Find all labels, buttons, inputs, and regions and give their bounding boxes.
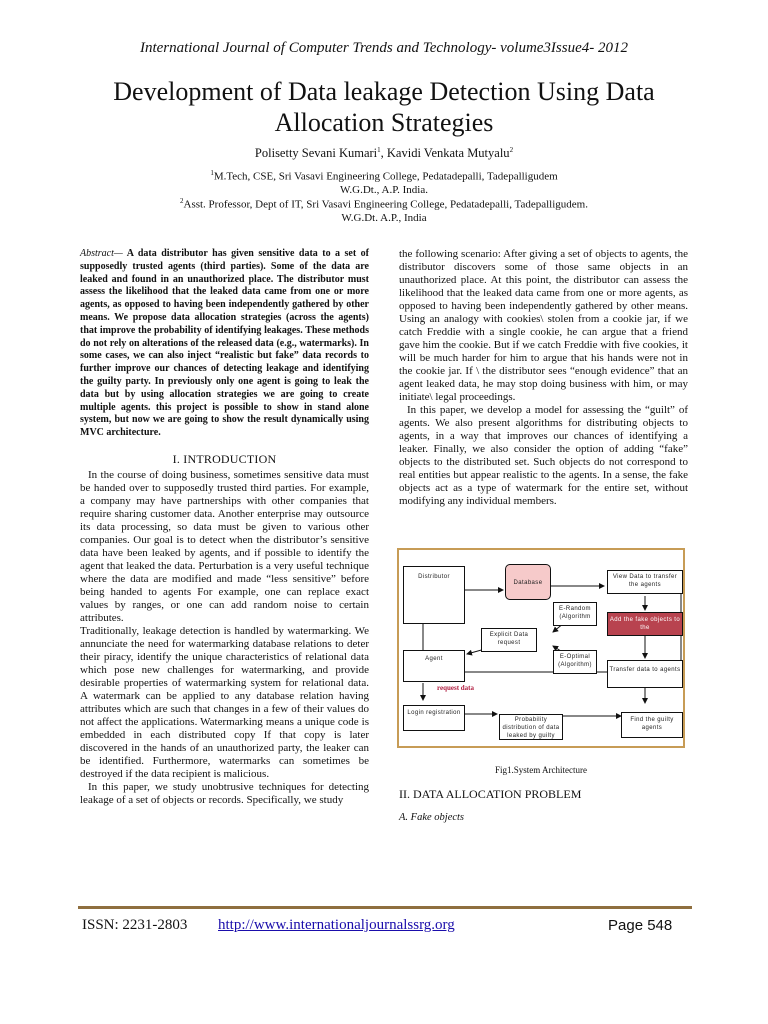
introduction-heading: I. INTRODUCTION [172, 451, 277, 466]
footer-issn: ISSN: 2231-2803 [82, 917, 188, 933]
author-1-sup: 1 [377, 146, 381, 154]
e-optimal-box: E-Optimal (Algorithm) [553, 650, 597, 674]
affiliation-2-line-2: W.G.Dt. A.P., India [341, 211, 427, 224]
author-1: Polisetty Sevani Kumari [254, 146, 378, 161]
affiliation-2-line-1: Asst. Professor, Dept of IT, Sri Vasavi Engineering College, Pedatadepalli, Tadepalligudem. [183, 198, 588, 211]
affiliation-1-line-1: M.Tech, CSE, Sri Vasavi Engineering College, Pedatadepalli, Tadepalligudem [213, 170, 558, 183]
footer-rule [78, 906, 692, 909]
right-paragraph-2: In this paper, we develop a model for assessing the “guilt” of agents. We also present algorithms for distributing objects to agents, in a way that improves our chances of identifying a leaker. Finally, we also consider the option of adding “fake” objects to the distributed set. Such objects do not correspond to real entities but appear realistic to the agents. In a sense, the fake objects act as a type of watermark for the entire set, without modifying any individual members. [399, 404, 688, 507]
section-2-heading: II. DATA ALLOCATION PROBLEM [399, 787, 582, 801]
intro-paragraph-3: In this paper, we study unobtrusive techniques for detecting leakage of a set of objects or records. Specifically, we study [80, 780, 369, 806]
figure-caption: Fig1.System Architecture [495, 765, 587, 775]
right-column [399, 248, 688, 508]
abstract [80, 248, 369, 440]
subsection-a-heading: A. Fake objects [399, 812, 465, 823]
intro-paragraph-1: In the course of doing business, sometimes sensitive data must be handed over to supposedly trusted third parties. For example, a company may have partnerships with other companies that require sharing customer data. Another enterprise may outsource its data processing, so data must be given to various other companies. Our goal is to detect when the distributor’s sensitive data have been leaked by agents, and if possible to identify the agent that leaked the data. Perturbation is a very useful technique where the data are modified and made “less sensitive” before being handed to agents For example, one can replace exact values by ranges, or one can add random noise to certain attributes. [80, 468, 369, 624]
e-random-box: E-Random (Algorithm [553, 602, 597, 626]
view-data-box: View Data to transfer the agents [607, 570, 683, 594]
affiliation-1-line-2: W.G.Dt., A.P. India. [340, 183, 428, 196]
find-guilty-box: Find the guilty agents [621, 712, 683, 738]
system-architecture-figure [397, 548, 685, 748]
left-column [80, 248, 369, 807]
footer-journal-link[interactable]: http://www.internationaljournalssrg.org [218, 917, 455, 933]
author-2: Kavidi Venkata Mutyalu [386, 146, 510, 161]
probability-distribution-box: Probability distribution of data leaked by guilty [499, 714, 563, 740]
author-separator: , [380, 146, 387, 161]
agent-box: Agent [403, 650, 465, 682]
footer-page-number: Page 548 [608, 917, 673, 934]
affiliation-1 [60, 167, 708, 197]
author-2-sup: 2 [509, 146, 514, 154]
abstract-text: A data distributor has given sensitive data to a set of supposedly trusted agents (third parties). Some of the data are leaked and found in an unauthorized place. The distributor must assess the likelihood that the leaked data came from one or more agents, as opposed to having been independently gathered by other means. We propose data allocation strategies (across the agents) that improve the probability of identifying leakages. These methods do not rely on alterations of the released data (e.g., watermarks). In some cases, we can also inject “realistic but fake” data records to further improve our chances of detecting leakage and identifying the guilty party. In previously only one agent is going to leak the data but by using allocation strategies we are going to create multiple agents. this project is possible to show in stand alone system, but now we are going to show the result dynamically using MVC architecture. [80, 248, 369, 439]
intro-paragraph-2: Traditionally, leakage detection is handled by watermarking. We annunciate the need for watermarking database relations to deter their piracy, identify the unique characteristics of relational data which pose new challenges for watermarking, and provide desirable properties of watermarking system for relational data. A watermark can be applied to any database relation having attributes which are such that changes in a few of their values do not affect the applications. Watermarking means a unique code is embedded in each distributed copy If that copy is later discovered in the hands of an unauthorized party, the leaker can be identified. Furthermore, watermarks can sometimes be destroyed if the data recipient is malicious. [80, 624, 369, 780]
request-data-annotation: request data [437, 684, 475, 692]
affiliation-2-sup: 2 [180, 197, 184, 205]
authors [0, 146, 768, 161]
right-paragraph-1: the following scenario: After giving a set of objects to agents, the distributor discovers some of those same objects in an unauthorized place. At this point, the distributor can assess the likelihood that the leaked data came from one or more agents, as opposed to having been independently gathered by other means. Using an analogy with cookies\ stolen from a cookie jar, if we catch Freddie with a single cookie, he can argue that a friend gave him the cookie. But if we catch Freddie with five cookies, it will be much harder for him to argue that his hands were not in the cookie jar. If \ the distributor sees “enough evidence” that an agent leaked data, he may stop doing business with him, or may initiate\ legal proceedings. [399, 248, 688, 403]
login-registration-box: Login registration [403, 705, 465, 731]
distributor-box: Distributor [403, 566, 465, 624]
affiliation-1-sup: 1 [210, 169, 214, 177]
abstract-label: Abstract— [80, 248, 123, 259]
affiliation-2 [60, 195, 708, 225]
journal-header: International Journal of Computer Trends and Technology- volume3Issue4- 2012 [139, 40, 629, 56]
transfer-data-box: Transfer data to agents [607, 660, 683, 688]
add-fake-objects-box: Add the fake objects to the [607, 612, 683, 636]
database-box: Database [505, 564, 551, 600]
paper-title: Development of Data leakage Detection Using Data Allocation Strategies [113, 77, 655, 137]
explicit-request-box: Explicit Data request [481, 628, 537, 652]
